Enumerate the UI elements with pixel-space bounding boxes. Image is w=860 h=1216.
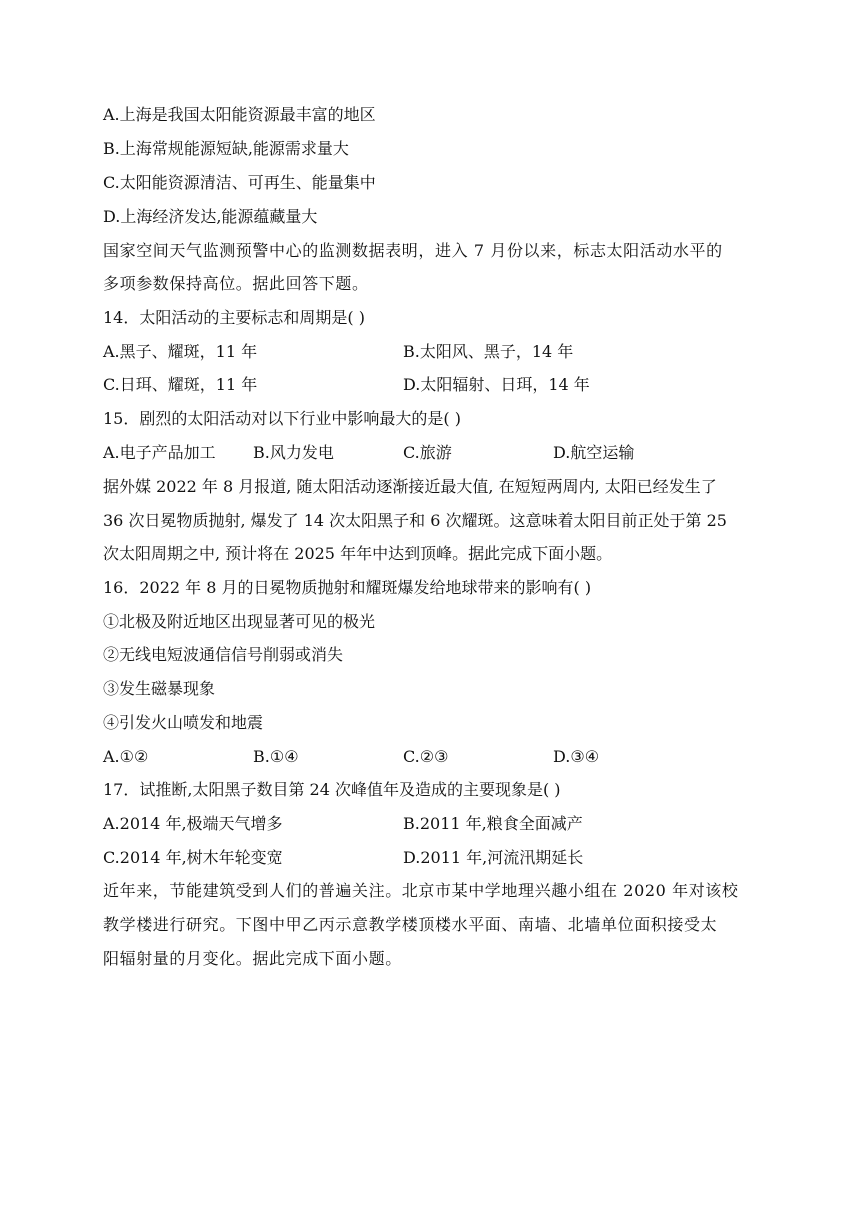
passage3-line: 阳辐射量的月变化。据此完成下面小题。 (103, 949, 402, 968)
q14-option-b: B.太阳风、黑子，14 年 (403, 342, 574, 361)
q13-option-d: D.上海经济发达,能源蕴藏量大 (103, 207, 318, 226)
passage2-line: 据外媒 2022 年 8 月报道, 随太阳活动逐渐接近最大值, 在短短两周内, 太阳已经发生了 (103, 477, 717, 496)
passage1-line: 多项参数保持高位。据此回答下题。 (103, 274, 369, 293)
q15-option-c: C.旅游 (403, 443, 452, 462)
q14-option-a: A.黑子、耀斑，11 年 (103, 342, 258, 361)
q14-stem: 14．太阳活动的主要标志和周期是( ) (103, 308, 365, 327)
q16-item: ①北极及附近地区出现显著可见的极光 (103, 612, 376, 631)
q13-option-b: B.上海常规能源短缺,能源需求量大 (103, 139, 349, 158)
q16-item: ④引发火山喷发和地震 (103, 713, 264, 732)
q13-option-a: A.上海是我国太阳能资源最丰富的地区 (103, 105, 376, 124)
q16-item: ③发生磁暴现象 (103, 679, 216, 698)
q16-item: ②无线电短波通信信号削弱或消失 (103, 645, 344, 664)
passage3-line: 近年来，节能建筑受到人们的普遍关注。北京市某中学地理兴趣小组在 2020 年对该校 (103, 881, 739, 900)
q15-option-a: A.电子产品加工 (103, 443, 216, 462)
passage2-line: 36 次日冕物质抛射, 爆发了 14 次太阳黑子和 6 次耀斑。这意味着太阳目前正处于第 25 (103, 511, 727, 530)
q17-option-a: A.2014 年,极端天气增多 (103, 814, 283, 833)
q15-option-b: B.风力发电 (253, 443, 334, 462)
q14-option-d: D.太阳辐射、日珥，14 年 (403, 375, 590, 394)
q16-option-c: C.②③ (403, 747, 449, 766)
q17-option-d: D.2011 年,河流汛期延长 (403, 848, 584, 867)
q13-option-c: C.太阳能资源清洁、可再生、能量集中 (103, 173, 376, 192)
passage3-line: 教学楼进行研究。下图中甲乙丙示意教学楼顶楼水平面、南墙、北墙单位面积接受太 (103, 915, 718, 934)
q16-option-d: D.③④ (553, 747, 600, 766)
q16-option-b: B.①④ (253, 747, 299, 766)
passage1-line: 国家空间天气监测预警中心的监测数据表明，进入 7 月份以来，标志太阳活动水平的 (103, 241, 723, 260)
q14-option-c: C.日珥、耀斑，11 年 (103, 375, 258, 394)
q17-stem: 17．试推断,太阳黑子数目第 24 次峰值年及造成的主要现象是( ) (103, 780, 561, 799)
q17-option-b: B.2011 年,粮食全面减产 (403, 814, 583, 833)
q16-stem: 16．2022 年 8 月的日冕物质抛射和耀斑爆发给地球带来的影响有( ) (103, 578, 592, 597)
q15-option-d: D.航空运输 (553, 443, 635, 462)
q17-option-c: C.2014 年,树木年轮变宽 (103, 848, 283, 867)
q16-option-a: A.①② (103, 747, 149, 766)
q15-stem: 15．剧烈的太阳活动对以下行业中影响最大的是( ) (103, 409, 461, 428)
passage2-line: 次太阳周期之中, 预计将在 2025 年年中达到顶峰。据此完成下面小题。 (103, 544, 613, 563)
